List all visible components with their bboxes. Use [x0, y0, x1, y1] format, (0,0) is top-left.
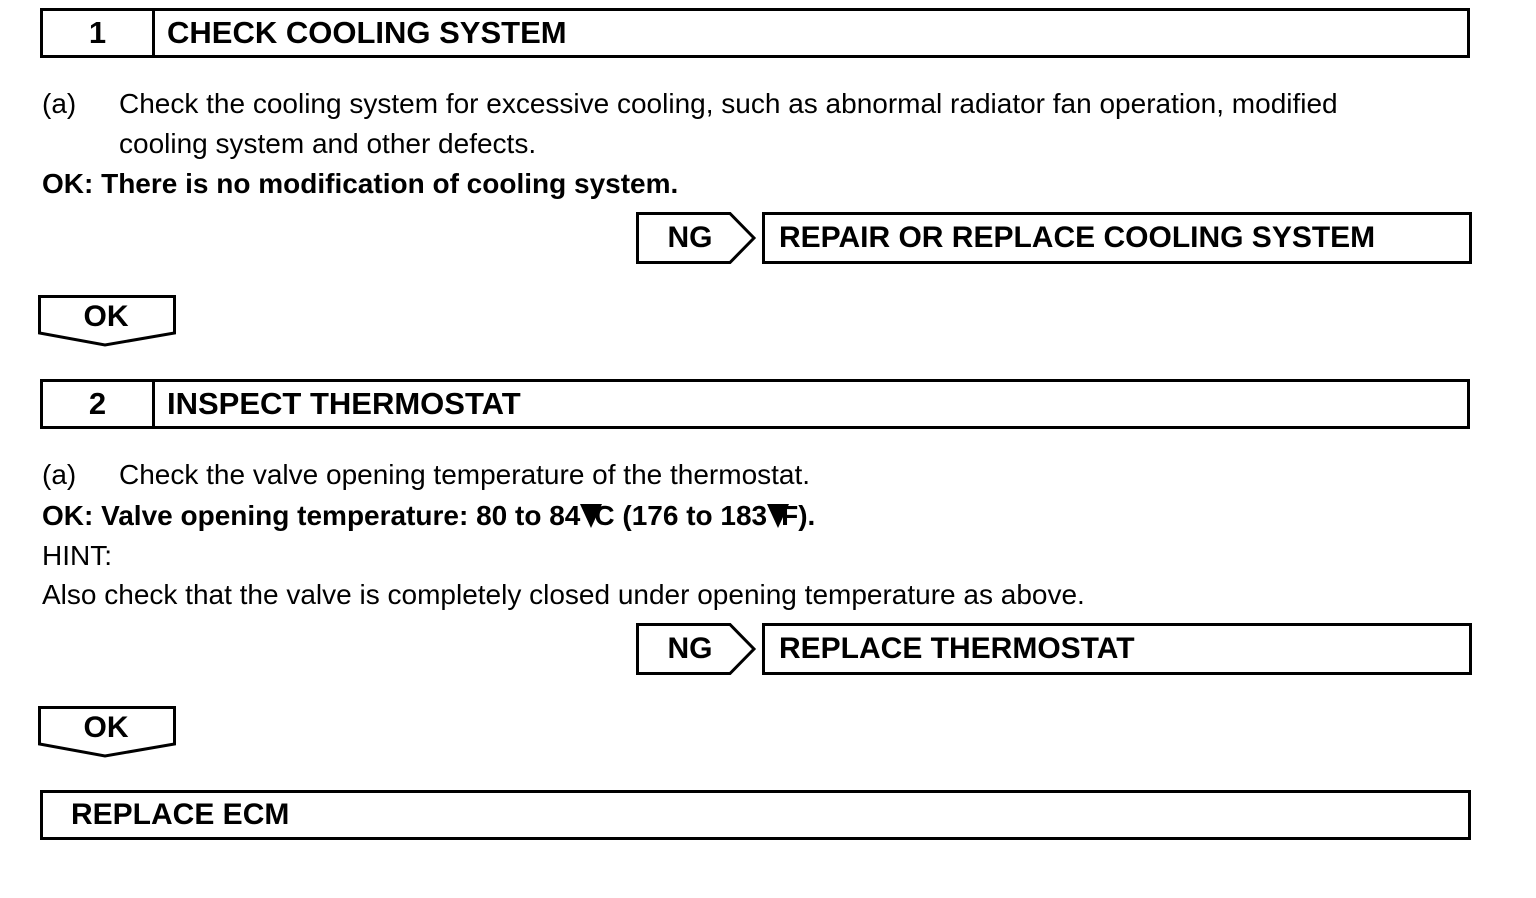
step-2-hint-label: HINT:	[42, 540, 112, 571]
step-2-item-label: (a)	[42, 459, 77, 490]
step-2-ok-arrow	[38, 706, 178, 760]
step-2-item-text: Check the valve opening temperature of the thermostat.	[119, 459, 811, 490]
step-2-ok-prefix: OK: Valve opening temperature: 80 to 84	[42, 500, 581, 531]
step-1-title: CHECK COOLING SYSTEM	[167, 15, 567, 50]
step-1-ng-action: REPAIR OR REPLACE COOLING SYSTEM	[762, 212, 1472, 264]
final-action-box: REPLACE ECM	[40, 790, 1471, 840]
step-2-number: 2	[43, 382, 155, 426]
step-2-ok-unit-f: F).	[781, 500, 816, 531]
step-1-ng-arrow	[636, 212, 756, 264]
step-1-number: 1	[43, 11, 155, 55]
step-2-ok-statement	[42, 496, 815, 536]
step-1-header	[40, 8, 1470, 58]
step-2-ok-label: OK	[83, 711, 129, 744]
step-1-item-text-line2: cooling system and other defects.	[119, 128, 537, 159]
step-2-hint-text: Also check that the valve is completely closed under opening temperature as above.	[42, 579, 1085, 610]
step-2-header	[40, 379, 1470, 429]
step-2-ng-label: NG	[667, 632, 713, 665]
step-2-ng-action: REPLACE THERMOSTAT	[762, 623, 1472, 675]
step-2-ok-unit-c: C (176 to 183	[594, 500, 768, 531]
step-1-item-text-line1: Check the cooling system for excessive cooling, such as abnormal radiator fan operation, modified	[119, 88, 1338, 119]
step-1-ok-label: OK	[83, 300, 129, 333]
step-2-ng-arrow	[636, 623, 756, 675]
step-1-ok-statement: OK: There is no modification of cooling system.	[42, 168, 679, 199]
step-2-title: INSPECT THERMOSTAT	[167, 386, 521, 421]
step-1-item-label: (a)	[42, 88, 77, 119]
step-1-ok-arrow	[38, 295, 178, 349]
step-1-ng-label: NG	[667, 221, 713, 254]
